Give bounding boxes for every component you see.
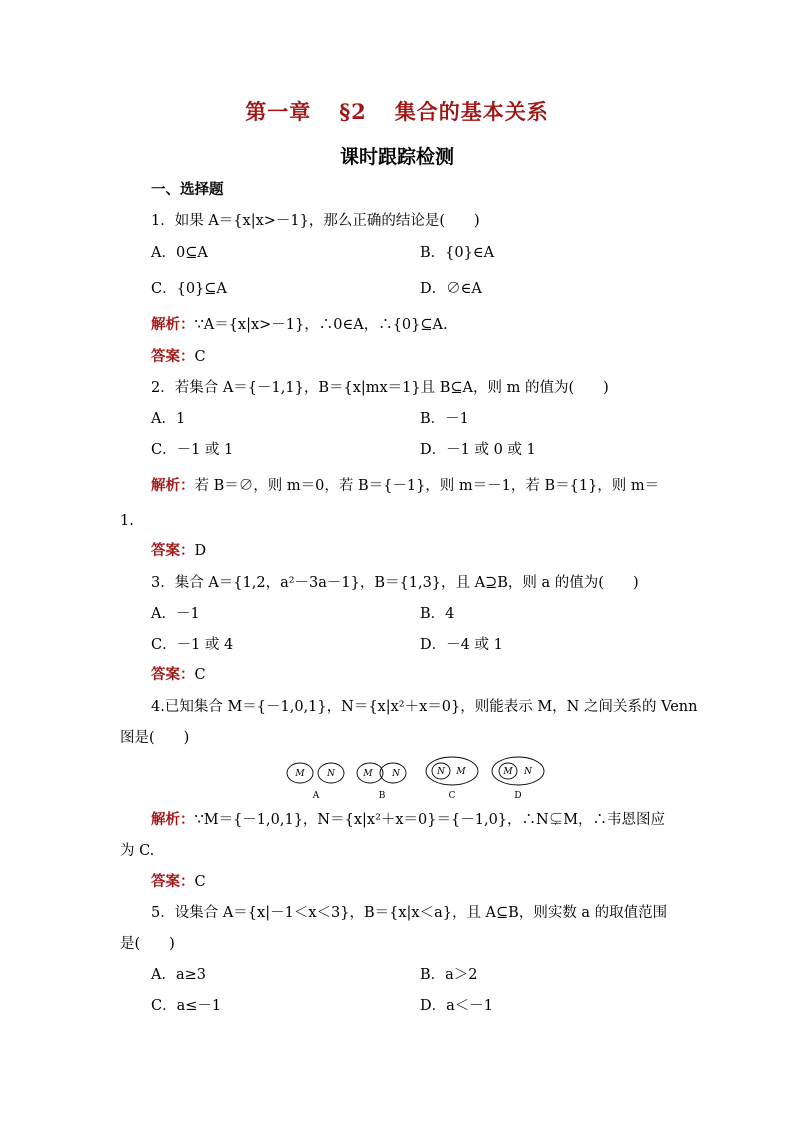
venn-d-n: N [524,767,532,777]
q4-answer [151,872,206,892]
venn-option-a [287,763,344,801]
analysis-label: 解析： [151,316,195,333]
q1-stem: 1．如果 A＝{x|x>－1}，那么正确的结论是( ) [151,213,480,229]
q3-answer [151,665,206,685]
venn-c-m: M [456,767,466,777]
q4-stem: 4.已知集合 M＝{－1,0,1}，N＝{x|x²＋x＝0}，则能表示 M，N 之间关系的 Venn [151,699,698,715]
q1-option-a: A．0⊆A [151,245,208,261]
q3-option-c: C．－1 或 4 [151,637,234,653]
section-heading: 一、选择题 [151,181,224,198]
venn-label-d: D [514,791,522,801]
venn-label-c: C [448,791,456,801]
section-number: §2 [339,99,367,124]
q5-option-a: A．a≥3 [151,967,206,983]
answer-label: 答案： [151,348,195,365]
q1-analysis [151,315,448,335]
venn-a-n: N [327,769,335,779]
venn-c-n: N [437,767,445,777]
q3-option-b: B．4 [420,606,455,622]
venn-b-m: M [363,769,373,779]
q4-analysis-cont: 为 C. [120,843,155,859]
q2-option-c: C．－1 或 1 [151,442,234,458]
venn-option-d [492,757,544,801]
venn-label-b: B [378,791,386,801]
answer-label: 答案： [151,666,195,683]
q2-analysis [151,476,659,496]
analysis-text: 若 B＝∅，则 m＝0，若 B＝{－1}，则 m＝－1，若 B＝{1}，则 m＝ [194,478,660,494]
q5-option-d: D．a＜－1 [420,998,493,1014]
answer-text: C [194,349,206,365]
analysis-label: 解析： [151,811,195,828]
q1-option-c: C．{0}⊆A [151,281,227,297]
q2-answer [151,541,206,561]
answer-text: C [194,874,206,890]
answer-label: 答案： [151,873,195,890]
q3-stem: 3．集合 A＝{1,2，a²－3a－1}，B＝{1,3}，且 A⊇B，则 a 的值为( ) [151,575,639,591]
q1-option-b: B．{0}∈A [420,245,495,261]
q5-option-c: C．a≤－1 [151,998,222,1014]
analysis-label: 解析： [151,477,195,494]
q4-analysis [151,810,665,830]
q2-analysis-cont: 1. [120,513,134,529]
q5-stem: 5．设集合 A＝{x|－1＜x＜3}，B＝{x|x＜a}，且 A⊆B，则实数 a 的取值范围 [151,905,668,921]
q1-answer [151,347,206,367]
q5-option-b: B．a＞2 [420,967,478,983]
q5-stem-cont: 是( ) [120,936,175,952]
chapter-label: 第一章 [245,99,312,124]
q2-option-d: D．－1 或 0 或 1 [420,442,536,458]
section-name: 集合的基本关系 [394,99,549,124]
q3-option-d: D．－4 或 1 [420,637,503,653]
page-subtitle: 课时跟踪检测 [339,146,454,168]
analysis-text: ∵A＝{x|x>－1}，∴0∈A，∴{0}⊆A. [194,317,448,333]
q2-option-b: B．－1 [420,411,469,427]
answer-label: 答案： [151,542,195,559]
venn-b-n: N [392,769,400,779]
venn-d-m: M [503,767,513,777]
q2-option-a: A．1 [151,411,186,427]
venn-option-b [357,763,406,801]
q3-option-a: A．－1 [151,606,200,622]
q4-stem-cont: 图是( ) [120,730,190,746]
q1-option-d: D．∅∈A [420,281,482,297]
chapter-title [0,96,794,126]
q2-stem: 2．若集合 A＝{－1,1}，B＝{x|mx＝1}且 B⊆A，则 m 的值为( ) [151,380,609,396]
venn-svg [286,756,556,806]
analysis-text: ∵M＝{－1,0,1}，N＝{x|x²＋x＝0}＝{－1,0}，∴N⊊M，∴韦恩图应 [194,812,666,828]
venn-label-a: A [312,791,320,801]
venn-option-c [426,757,478,801]
answer-text: D [194,543,207,559]
venn-a-m: M [295,769,305,779]
answer-text: C [194,667,206,683]
venn-diagrams [286,756,556,806]
